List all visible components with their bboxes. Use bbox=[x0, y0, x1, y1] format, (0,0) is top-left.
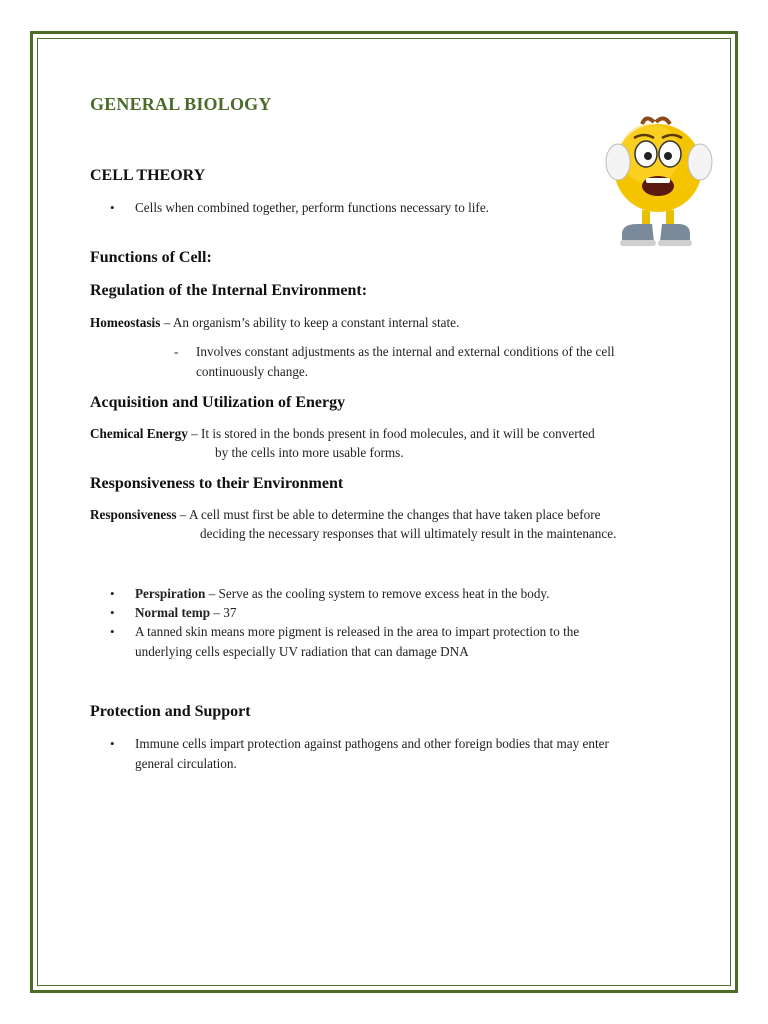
bullet-icon: • bbox=[110, 624, 115, 639]
term-homeostasis: Homeostasis bbox=[90, 315, 161, 330]
bullet-icon: • bbox=[110, 605, 115, 620]
term-chemical-energy: Chemical Energy bbox=[90, 426, 188, 441]
responsiveness-definition: Responsiveness – A cell must first be able to determine the changes that have taken place before bbox=[90, 507, 601, 522]
section-heading-energy: Acquisition and Utilization of Energy bbox=[90, 394, 346, 411]
homeostasis-definition: Homeostasis – An organism’s ability to keep a constant internal state. bbox=[90, 315, 460, 330]
section-heading-regulation: Regulation of the Internal Environment: bbox=[90, 282, 368, 299]
section-heading-responsiveness: Responsiveness to their Environment bbox=[90, 475, 344, 492]
chemical-energy-definition: Chemical Energy – It is stored in the bonds present in food molecules, and it will be converted bbox=[90, 426, 595, 441]
chemical-energy-continuation: by the cells into more usable forms. bbox=[215, 445, 404, 460]
shocked-emoji-illustration bbox=[604, 112, 716, 262]
term-perspiration: Perspiration bbox=[135, 586, 206, 601]
bullet-icon: • bbox=[110, 200, 115, 215]
list-item: • Perspiration – Serve as the cooling system to remove excess heat in the body. bbox=[110, 584, 675, 604]
dash-marker: - bbox=[174, 344, 179, 359]
list-item-text: Cells when combined together, perform functions necessary to life. bbox=[135, 200, 489, 215]
document-title: GENERAL BIOLOGY bbox=[90, 94, 272, 114]
section-heading-protection: Protection and Support bbox=[90, 703, 251, 720]
list-item bbox=[110, 198, 675, 218]
list-item: • Normal temp – 37 bbox=[110, 603, 675, 623]
list-item: • Immune cells impart protection against pathogens and other foreign bodies that may enter general circulation. bbox=[110, 734, 675, 773]
bullet-icon: • bbox=[110, 736, 115, 751]
dash-list-item: - Involves constant adjustments as the internal and external conditions of the cell continuously change. bbox=[174, 342, 686, 381]
section-heading-functions: Functions of Cell: bbox=[90, 249, 212, 266]
term-normal-temp: Normal temp bbox=[135, 605, 211, 620]
term-responsiveness: Responsiveness bbox=[90, 507, 177, 522]
list-item: • A tanned skin means more pigment is released in the area to impart protection to the underlying cells especially UV radiation that can damage DNA bbox=[110, 622, 675, 661]
bullet-icon: • bbox=[110, 586, 115, 601]
section-heading-cell-theory: CELL THEORY bbox=[90, 167, 206, 184]
responsiveness-continuation: deciding the necessary responses that will ultimately result in the maintenance. bbox=[200, 526, 617, 541]
